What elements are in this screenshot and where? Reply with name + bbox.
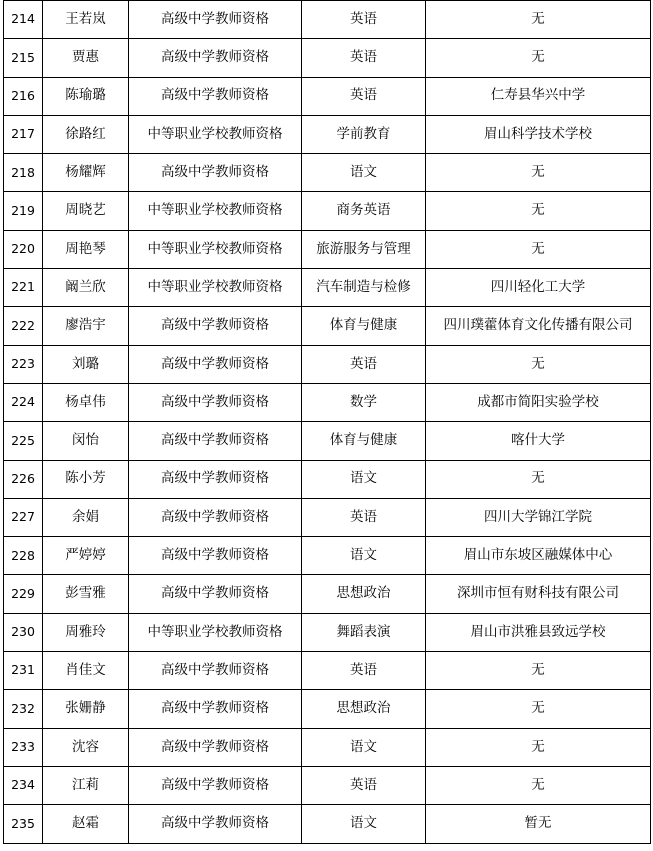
subject-cell: 体育与健康 [302,307,426,345]
work-unit-cell: 无 [426,154,651,192]
qualification-cell: 中等职业学校教师资格 [129,192,302,230]
table-row [4,422,651,460]
qualification-cell: 高级中学教师资格 [129,498,302,536]
work-unit-cell: 暂无 [426,805,651,843]
name-cell: 赵霜 [43,805,129,843]
row-number-cell: 214 [4,1,43,39]
name-cell: 陈瑜璐 [43,77,129,115]
qualification-cell: 高级中学教师资格 [129,39,302,77]
subject-cell: 舞蹈表演 [302,613,426,651]
row-number-cell: 229 [4,575,43,613]
name-cell: 严婷婷 [43,537,129,575]
row-number-cell: 223 [4,345,43,383]
work-unit-cell: 仁寿县华兴中学 [426,77,651,115]
row-number-cell: 235 [4,805,43,843]
row-number-cell: 225 [4,422,43,460]
subject-cell: 商务英语 [302,192,426,230]
subject-cell: 语文 [302,154,426,192]
qualification-cell: 高级中学教师资格 [129,575,302,613]
name-cell: 阚兰欣 [43,269,129,307]
qualification-cell: 中等职业学校教师资格 [129,613,302,651]
table-row [4,115,651,153]
row-number-cell: 218 [4,154,43,192]
qualification-cell: 中等职业学校教师资格 [129,115,302,153]
table-row [4,1,651,39]
name-cell: 徐路红 [43,115,129,153]
row-number-cell: 231 [4,652,43,690]
table-row [4,269,651,307]
work-unit-cell: 无 [426,39,651,77]
name-cell: 刘璐 [43,345,129,383]
subject-cell: 体育与健康 [302,422,426,460]
table-row [4,460,651,498]
name-cell: 陈小芳 [43,460,129,498]
table-row [4,575,651,613]
table-row [4,728,651,766]
table-row [4,498,651,536]
table-row [4,307,651,345]
table-row [4,805,651,843]
subject-cell: 语文 [302,460,426,498]
qualification-cell: 中等职业学校教师资格 [129,230,302,268]
work-unit-cell: 喀什大学 [426,422,651,460]
subject-cell: 英语 [302,77,426,115]
work-unit-cell: 眉山科学技术学校 [426,115,651,153]
subject-cell: 语文 [302,728,426,766]
qualification-cell: 高级中学教师资格 [129,345,302,383]
table-row [4,77,651,115]
qualification-cell: 高级中学教师资格 [129,766,302,804]
subject-cell: 英语 [302,39,426,77]
name-cell: 王若岚 [43,1,129,39]
qualification-cell: 高级中学教师资格 [129,383,302,421]
table-row [4,39,651,77]
work-unit-cell: 无 [426,460,651,498]
work-unit-cell: 眉山市东坡区融媒体中心 [426,537,651,575]
name-cell: 周艳琴 [43,230,129,268]
qualification-cell: 高级中学教师资格 [129,690,302,728]
qualification-cell: 高级中学教师资格 [129,422,302,460]
subject-cell: 英语 [302,345,426,383]
work-unit-cell: 四川璞藿体育文化传播有限公司 [426,307,651,345]
qualification-cell: 高级中学教师资格 [129,460,302,498]
row-number-cell: 219 [4,192,43,230]
row-number-cell: 234 [4,766,43,804]
row-number-cell: 217 [4,115,43,153]
subject-cell: 英语 [302,766,426,804]
table-row [4,154,651,192]
subject-cell: 旅游服务与管理 [302,230,426,268]
row-number-cell: 233 [4,728,43,766]
qualification-cell: 中等职业学校教师资格 [129,269,302,307]
table-row [4,383,651,421]
subject-cell: 思想政治 [302,690,426,728]
table-row [4,345,651,383]
row-number-cell: 232 [4,690,43,728]
work-unit-cell: 无 [426,652,651,690]
name-cell: 杨卓伟 [43,383,129,421]
name-cell: 肖佳文 [43,652,129,690]
work-unit-cell: 无 [426,690,651,728]
row-number-cell: 226 [4,460,43,498]
qualification-cell: 高级中学教师资格 [129,805,302,843]
work-unit-cell: 深圳市恒有财科技有限公司 [426,575,651,613]
row-number-cell: 224 [4,383,43,421]
table-row [4,230,651,268]
name-cell: 沈容 [43,728,129,766]
row-number-cell: 215 [4,39,43,77]
qualification-cell: 高级中学教师资格 [129,652,302,690]
work-unit-cell: 无 [426,230,651,268]
roster-table [3,0,651,844]
subject-cell: 语文 [302,805,426,843]
work-unit-cell: 无 [426,345,651,383]
work-unit-cell: 四川大学锦江学院 [426,498,651,536]
work-unit-cell: 无 [426,766,651,804]
work-unit-cell: 成都市简阳实验学校 [426,383,651,421]
table-row [4,192,651,230]
qualification-cell: 高级中学教师资格 [129,728,302,766]
name-cell: 张姗静 [43,690,129,728]
roster-table-body [4,1,651,844]
name-cell: 贾惠 [43,39,129,77]
row-number-cell: 220 [4,230,43,268]
work-unit-cell: 眉山市洪雅县致远学校 [426,613,651,651]
work-unit-cell: 无 [426,192,651,230]
subject-cell: 语文 [302,537,426,575]
table-row [4,652,651,690]
subject-cell: 数学 [302,383,426,421]
work-unit-cell: 四川轻化工大学 [426,269,651,307]
name-cell: 周雅玲 [43,613,129,651]
qualification-cell: 高级中学教师资格 [129,307,302,345]
name-cell: 彭雪雅 [43,575,129,613]
qualification-cell: 高级中学教师资格 [129,77,302,115]
row-number-cell: 216 [4,77,43,115]
qualification-cell: 高级中学教师资格 [129,537,302,575]
row-number-cell: 230 [4,613,43,651]
name-cell: 周晓艺 [43,192,129,230]
table-row [4,766,651,804]
subject-cell: 汽车制造与检修 [302,269,426,307]
qualification-cell: 高级中学教师资格 [129,154,302,192]
name-cell: 江莉 [43,766,129,804]
name-cell: 闵怡 [43,422,129,460]
name-cell: 杨耀辉 [43,154,129,192]
subject-cell: 英语 [302,1,426,39]
subject-cell: 学前教育 [302,115,426,153]
subject-cell: 英语 [302,498,426,536]
row-number-cell: 221 [4,269,43,307]
qualification-cell: 高级中学教师资格 [129,1,302,39]
name-cell: 廖浩宇 [43,307,129,345]
work-unit-cell: 无 [426,728,651,766]
table-row [4,613,651,651]
work-unit-cell: 无 [426,1,651,39]
table-row [4,537,651,575]
row-number-cell: 228 [4,537,43,575]
row-number-cell: 227 [4,498,43,536]
row-number-cell: 222 [4,307,43,345]
name-cell: 余娟 [43,498,129,536]
subject-cell: 思想政治 [302,575,426,613]
subject-cell: 英语 [302,652,426,690]
table-row [4,690,651,728]
